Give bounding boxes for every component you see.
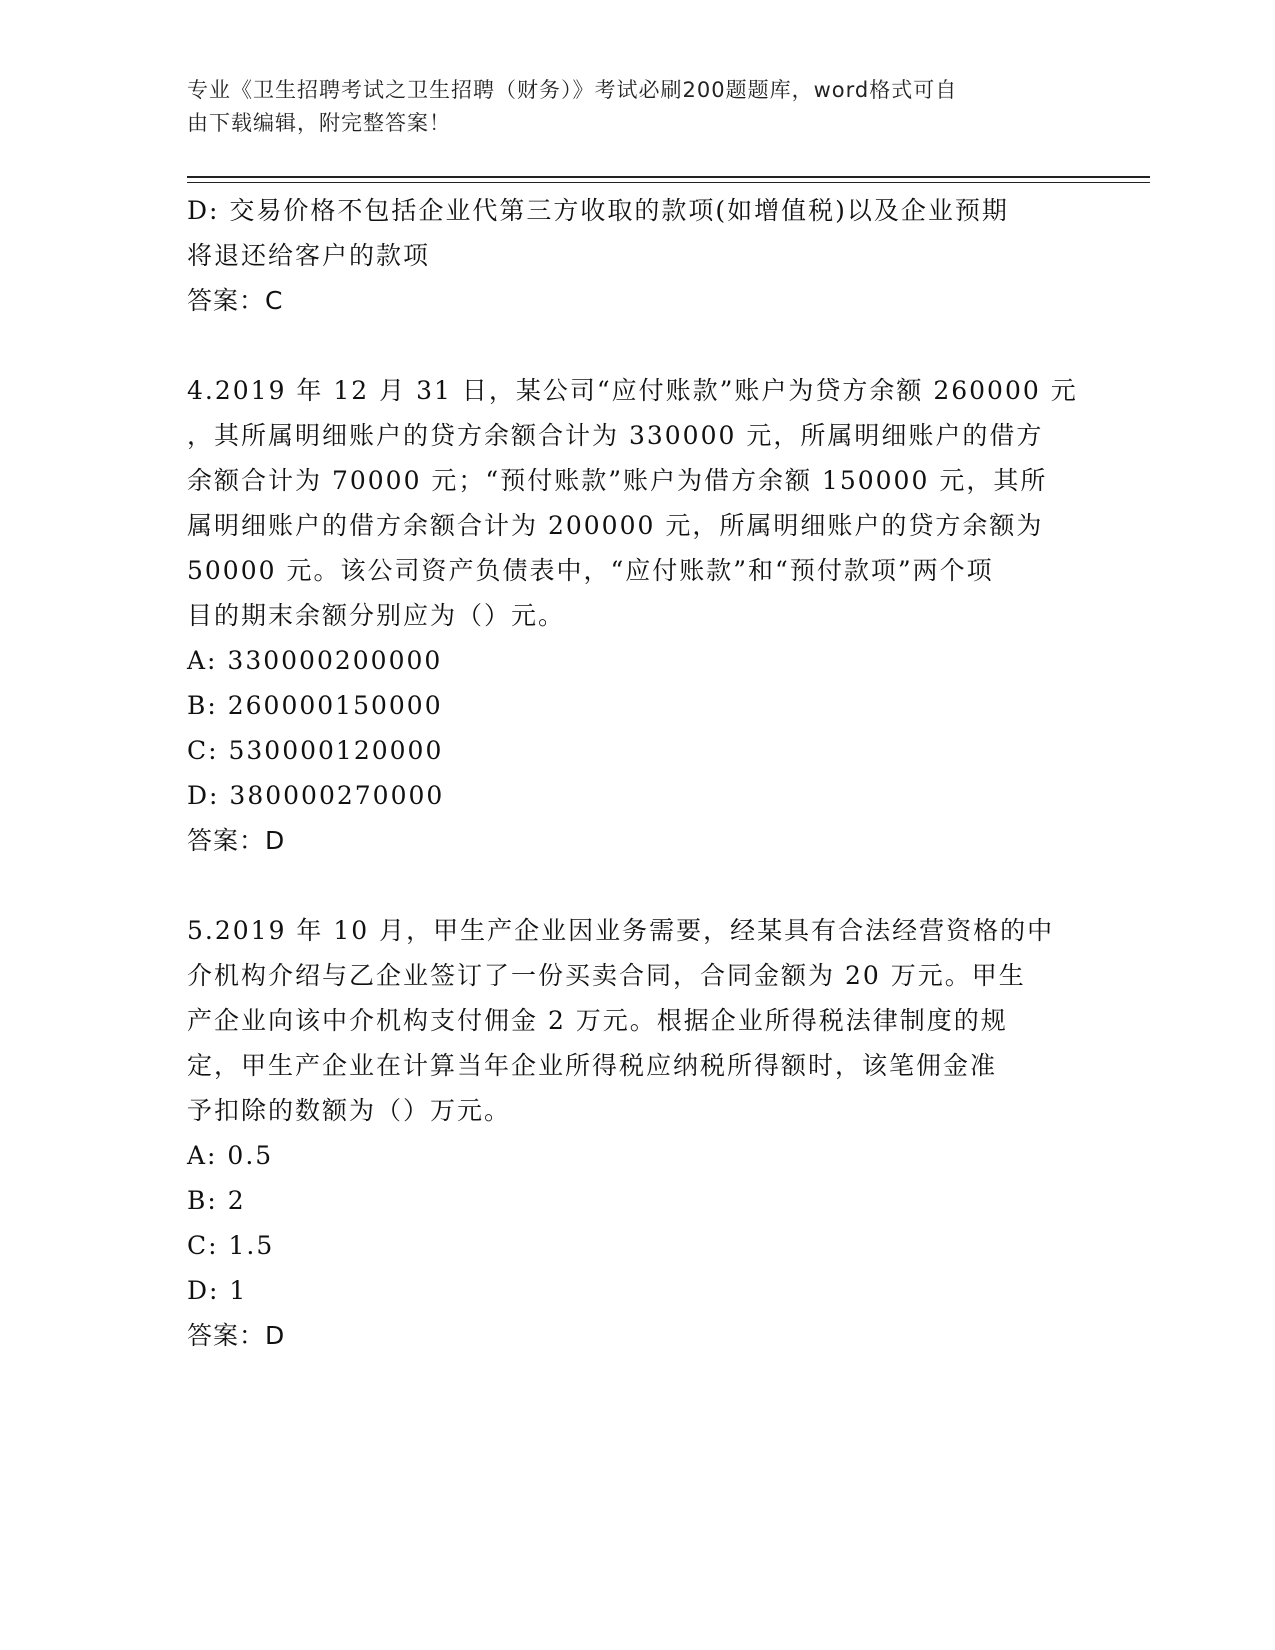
spacer — [187, 863, 1087, 908]
document-body — [187, 188, 1087, 1358]
option-b: B: 260000150000 — [187, 691, 443, 720]
question-text-line: ，其所属明细账户的贷方余额合计为 330000 元，所属明细账户的借方 — [187, 421, 1044, 450]
question-4 — [187, 368, 1087, 863]
option-d-line-2: 将退还给客户的款项 — [187, 241, 431, 270]
option-c: C: 530000120000 — [187, 736, 444, 765]
option-d: D: 380000270000 — [187, 781, 445, 810]
header-divider-thick — [187, 176, 1150, 178]
question-text-line: 余额合计为 70000 元；“预付账款”账户为借方余额 150000 元，其所 — [187, 466, 1048, 495]
header-divider-thin — [187, 182, 1150, 183]
question-text-line: 定，甲生产企业在计算当年企业所得税应纳税所得额时，该笔佣金准 — [187, 1051, 998, 1080]
question-text-line: 4.2019 年 12 月 31 日，某公司“应付账款”账户为贷方余额 260000 元 — [187, 376, 1078, 405]
prev-question-tail — [187, 188, 1087, 323]
answer-line: 答案：D — [187, 1321, 286, 1350]
question-text-line: 属明细账户的借方余额合计为 200000 元，所属明细账户的贷方余额为 — [187, 511, 1044, 540]
answer-line: 答案：D — [187, 826, 286, 855]
question-text-line: 予扣除的数额为（）万元。 — [187, 1096, 512, 1125]
header-line-1: 专业《卫生招聘考试之卫生招聘（财务）》考试必刷200题题库，word格式可自 — [187, 78, 958, 102]
question-text-line: 产企业向该中介机构支付佣金 2 万元。根据企业所得税法律制度的规 — [187, 1006, 1008, 1035]
option-c: C: 1.5 — [187, 1231, 275, 1260]
option-b: B: 2 — [187, 1186, 246, 1215]
answer-line: 答案：C — [187, 286, 284, 315]
header-line-2: 由下载编辑，附完整答案！ — [187, 111, 451, 135]
question-5 — [187, 908, 1087, 1358]
question-text-line: 目的期末余额分别应为（）元。 — [187, 601, 566, 630]
option-d: D: 1 — [187, 1276, 248, 1305]
question-text-line: 5.2019 年 10 月，甲生产企业因业务需要，经某具有合法经营资格的中 — [187, 916, 1055, 945]
question-text-line: 50000 元。该公司资产负债表中，“应付账款”和“预付款项”两个项 — [187, 556, 994, 585]
spacer — [187, 323, 1087, 368]
option-d-line-1: D: 交易价格不包括企业代第三方收取的款项(如增值税)以及企业预期 — [187, 196, 1009, 225]
document-header — [187, 74, 1067, 140]
option-a: A: 0.5 — [187, 1141, 274, 1170]
option-a: A: 330000200000 — [187, 646, 443, 675]
question-text-line: 介机构介绍与乙企业签订了一份买卖合同，合同金额为 20 万元。甲生 — [187, 961, 1026, 990]
